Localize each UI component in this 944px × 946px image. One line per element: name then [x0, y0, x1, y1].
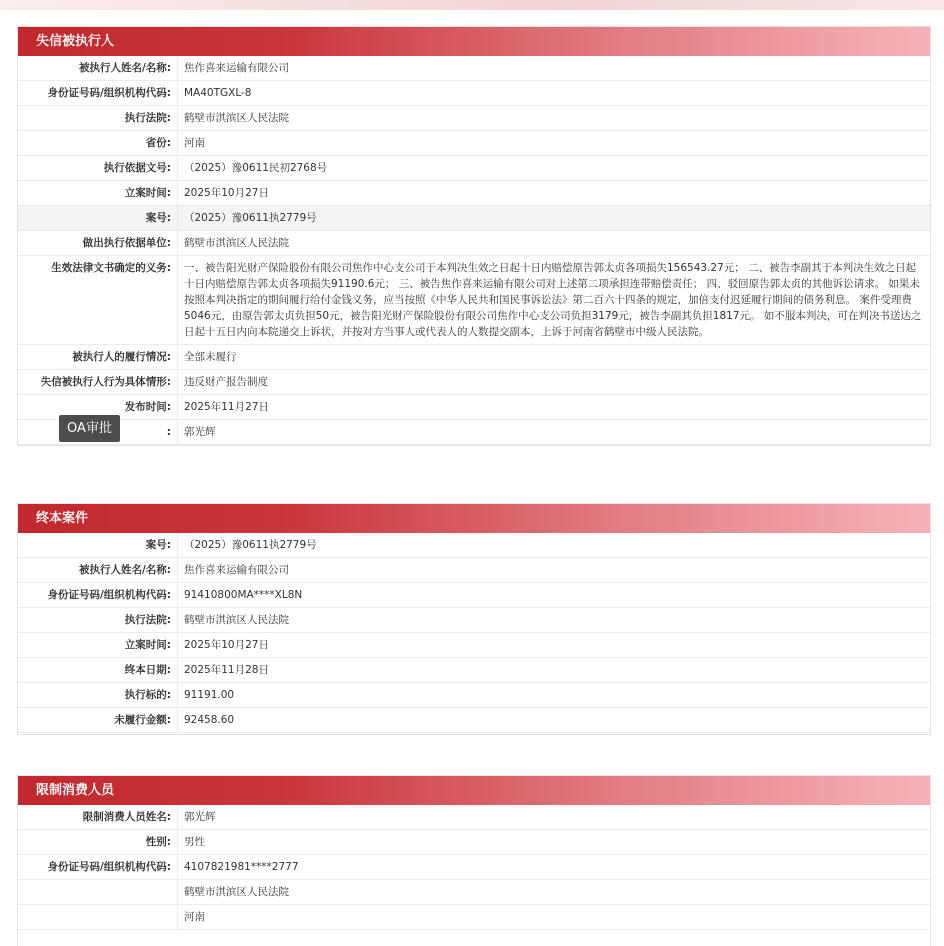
table-row [18, 131, 930, 156]
field-value: （2025）豫0611民初2768号 [178, 156, 931, 181]
field-value: 92458.60 [178, 708, 931, 733]
field-value: 2025年10月27日 [178, 181, 931, 206]
field-label: 身份证号码/组织机构代码: [18, 81, 178, 106]
field-value: 4107821981****2777 [178, 855, 931, 880]
field-value: 郭光辉 [178, 805, 931, 830]
field-label: 被执行人姓名/名称: [18, 56, 178, 81]
table-row [18, 420, 930, 445]
field-label: 生效法律文书确定的义务: [18, 256, 178, 345]
table-row [18, 633, 930, 658]
section-title: 终本案件 [18, 504, 930, 533]
table-row [18, 56, 930, 81]
table-row [18, 558, 930, 583]
field-label [18, 905, 178, 930]
field-label: 省份: [18, 131, 178, 156]
section-title: 限制消费人员 [18, 776, 930, 805]
field-label: 未履行金额: [18, 708, 178, 733]
table-row [18, 708, 930, 733]
field-label: 案号: [18, 533, 178, 558]
table-row [18, 905, 930, 930]
field-value: 男性 [178, 830, 931, 855]
field-value: 鹤壁市淇滨区人民法院 [178, 608, 931, 633]
field-label: 终本日期: [18, 658, 178, 683]
field-label: 限制消费人员姓名: [18, 805, 178, 830]
field-label: 被执行人姓名/名称: [18, 558, 178, 583]
table-row [18, 533, 930, 558]
field-label: 立案时间: [18, 633, 178, 658]
field-label: 立案时间: [18, 181, 178, 206]
table-row [18, 370, 930, 395]
field-label: 身份证号码/组织机构代码: [18, 583, 178, 608]
table-row [18, 345, 930, 370]
table-row [18, 658, 930, 683]
field-label: 被执行人的履行情况: [18, 345, 178, 370]
table-row [18, 830, 930, 855]
field-value: 焦作喜来运输有限公司 [178, 558, 931, 583]
table-row [18, 181, 930, 206]
table-row [18, 256, 930, 345]
restricted-consumer-panel [17, 775, 931, 946]
field-value: 2025年11月28日 [178, 658, 931, 683]
field-label: 执行标的: [18, 683, 178, 708]
field-label: 性别: [18, 830, 178, 855]
field-value: 鹤壁市淇滨区人民法院 [178, 880, 931, 905]
field-value: 焦作喜来运输有限公司 [178, 56, 931, 81]
oa-approval-button[interactable]: OA审批 [59, 415, 120, 442]
table-row [18, 206, 930, 231]
field-value: 郭光辉 [178, 420, 931, 445]
table-row [18, 608, 930, 633]
field-label: 失信被执行人行为具体情形: [18, 370, 178, 395]
field-value: MA40TGXL-8 [178, 81, 931, 106]
field-label: 执行法院: [18, 106, 178, 131]
table-row [18, 106, 930, 131]
field-label: 案号: [18, 206, 178, 231]
field-value: （2025）豫0611执2779号 [178, 206, 931, 231]
field-value: 91410800MA****XL8N [178, 583, 931, 608]
table-row [18, 583, 930, 608]
overlay-mask [0, 886, 17, 938]
field-label: 发布时间: [18, 395, 178, 420]
field-value: 全部未履行 [178, 345, 931, 370]
table-row [18, 683, 930, 708]
dishonest-executor-table [18, 56, 930, 445]
table-row [18, 855, 930, 880]
field-value: 河南 [178, 905, 931, 930]
table-row [18, 805, 930, 830]
field-value: 鹤壁市淇滨区人民法院 [178, 231, 931, 256]
field-value: 违反财产报告制度 [178, 370, 931, 395]
terminated-case-table [18, 533, 930, 733]
table-row [18, 231, 930, 256]
field-label: 执行依据文号: [18, 156, 178, 181]
field-value: 2025年11月27日 [178, 395, 931, 420]
table-row [18, 395, 930, 420]
section-title: 失信被执行人 [18, 27, 930, 56]
top-banner-strip [0, 0, 944, 10]
field-value: 河南 [178, 131, 931, 156]
field-label: 执行法院: [18, 608, 178, 633]
field-label [18, 880, 178, 905]
table-row [18, 156, 930, 181]
field-value: （2025）豫0611执2779号 [178, 533, 931, 558]
field-label: 身份证号码/组织机构代码: [18, 855, 178, 880]
restricted-consumer-table [18, 805, 930, 930]
field-value: 2025年10月27日 [178, 633, 931, 658]
field-value: 91191.00 [178, 683, 931, 708]
table-row [18, 880, 930, 905]
terminated-case-panel [17, 503, 931, 735]
field-label: : [18, 420, 178, 445]
field-value: 鹤壁市淇滨区人民法院 [178, 106, 931, 131]
field-label: 做出执行依据单位: [18, 231, 178, 256]
table-row [18, 81, 930, 106]
dishonest-executor-panel [17, 26, 931, 446]
field-value: 一、被告阳光财产保险股份有限公司焦作中心支公司于本判决生效之日起十日内赔偿原告郭太贞各项损失156543.27元； 二、被告李副其于本判决生效之日起十日内赔偿原告郭太贞各项损失91190.6元； 三、被告焦作喜来运输有限公司对上述第二项承担连带赔偿责任； 四、驳回原告郭太贞的其他诉讼请求。 如果未按照本判决指定的期间履行给付金钱义务，应当按照《中华人民共和国民事诉讼法》第二百六十四条的规定，加倍支付迟延履行期间的债务利息。 案件受理费5046元，由原告郭太贞负担50元，被告阳光财产保险股份有限公司焦作中心支公司负担3179元，被告李副其负担1817元。 如不服本判决，可在判决书送达之日起十五日内向本院递交上诉状，并按对方当事人或代表人的人数提交副本，上诉于河南省鹤壁市中级人民法院。 [178, 256, 931, 345]
